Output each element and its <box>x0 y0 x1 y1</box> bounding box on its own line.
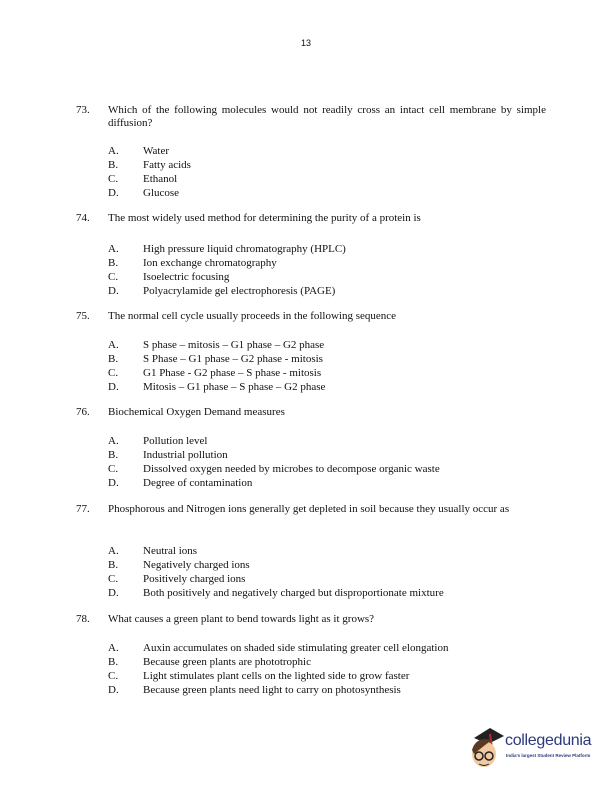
answer-option <box>108 572 245 586</box>
option-text: S Phase – G1 phase – G2 phase - mitosis <box>143 353 323 365</box>
option-letter: D. <box>108 684 119 696</box>
page-number: 13 <box>300 38 311 48</box>
option-letter: B. <box>108 449 119 461</box>
option-text: G1 Phase - G2 phase – S phase - mitosis <box>143 367 322 379</box>
answer-option <box>108 186 179 200</box>
question-number: 73. <box>76 104 90 116</box>
option-letter: B. <box>108 559 119 571</box>
option-text: Fatty acids <box>143 159 191 171</box>
option-letter: B. <box>108 257 119 269</box>
option-letter: A. <box>108 339 119 351</box>
option-text: S phase – mitosis – G1 phase – G2 phase <box>143 339 325 351</box>
answer-option <box>108 144 169 158</box>
answer-option <box>108 655 311 669</box>
option-letter: D. <box>108 285 119 297</box>
answer-option <box>108 448 228 462</box>
mascot-icon <box>466 724 506 772</box>
option-text: Dissolved oxygen needed by microbes to decompose organic waste <box>143 463 440 475</box>
question-number: 74. <box>76 212 90 224</box>
option-letter: C. <box>108 173 119 185</box>
option-text: Isoelectric focusing <box>143 271 230 283</box>
question-text: Which of the following molecules would not readily cross an intact cell membrane by simple diffusion? <box>108 104 546 129</box>
option-letter: C. <box>108 670 119 682</box>
question-text: The normal cell cycle usually proceeds in the following sequence <box>108 310 397 322</box>
answer-option <box>108 558 250 572</box>
answer-option <box>108 586 444 600</box>
question-number: 76. <box>76 406 90 418</box>
collegedunia-logo <box>466 724 606 772</box>
option-letter: A. <box>108 435 119 447</box>
question-text: The most widely used method for determining the purity of a protein is <box>108 212 421 224</box>
answer-option <box>108 544 197 558</box>
question-number: 77. <box>76 503 90 515</box>
option-text: Negatively charged ions <box>143 559 250 571</box>
answer-option <box>108 641 448 655</box>
option-letter: D. <box>108 477 119 489</box>
question-number: 78. <box>76 613 90 625</box>
option-text: Light stimulates plant cells on the lighted side to grow faster <box>143 670 410 682</box>
option-text: Neutral ions <box>143 545 198 557</box>
question-text: Phosphorous and Nitrogen ions generally get depleted in soil because they usually occur as <box>108 503 510 515</box>
option-text: Mitosis – G1 phase – S phase – G2 phase <box>143 381 326 393</box>
option-text: Water <box>143 145 169 157</box>
answer-option <box>108 462 440 476</box>
option-text: Polyacrylamide gel electrophoresis (PAGE) <box>143 285 336 297</box>
option-text: Because green plants are phototrophic <box>143 656 311 668</box>
logo-tagline: India's largest Student Review Platform <box>506 753 591 758</box>
option-letter: C. <box>108 463 119 475</box>
answer-option <box>108 476 252 490</box>
option-letter: A. <box>108 145 119 157</box>
answer-option <box>108 683 401 697</box>
question-text: Biochemical Oxygen Demand measures <box>108 406 285 418</box>
option-letter: D. <box>108 187 119 199</box>
option-letter: A. <box>108 243 119 255</box>
option-letter: C. <box>108 367 119 379</box>
option-letter: D. <box>108 381 119 393</box>
answer-option <box>108 338 324 352</box>
option-text: Ion exchange chromatography <box>143 257 277 269</box>
option-letter: A. <box>108 545 119 557</box>
option-letter: C. <box>108 573 119 585</box>
answer-option <box>108 158 191 172</box>
answer-option <box>108 284 335 298</box>
option-text: Degree of contamination <box>143 477 253 489</box>
question-number: 75. <box>76 310 90 322</box>
question-text: What causes a green plant to bend towards light as it grows? <box>108 613 375 625</box>
option-text: Because green plants need light to carry on photosynthesis <box>143 684 401 696</box>
answer-option <box>108 380 325 394</box>
option-letter: D. <box>108 587 119 599</box>
option-letter: B. <box>108 656 119 668</box>
answer-option <box>108 172 177 186</box>
option-letter: A. <box>108 642 119 654</box>
option-text: Both positively and negatively charged but disproportionate mixture <box>143 587 444 599</box>
answer-option <box>108 434 207 448</box>
option-text: Industrial pollution <box>143 449 228 461</box>
answer-option <box>108 270 229 284</box>
answer-option <box>108 669 409 683</box>
option-text: Auxin accumulates on shaded side stimulating greater cell elongation <box>143 642 449 654</box>
answer-option <box>108 366 321 380</box>
option-letter: B. <box>108 159 119 171</box>
option-text: High pressure liquid chromatography (HPLC) <box>143 243 346 255</box>
answer-option <box>108 256 277 270</box>
answer-option <box>108 242 346 256</box>
option-text: Positively charged ions <box>143 573 246 585</box>
option-letter: C. <box>108 271 119 283</box>
option-text: Pollution level <box>143 435 208 447</box>
option-text: Ethanol <box>143 173 178 185</box>
answer-option <box>108 352 323 366</box>
option-letter: B. <box>108 353 119 365</box>
option-text: Glucose <box>143 187 180 199</box>
logo-name: collegedunia <box>505 732 592 749</box>
